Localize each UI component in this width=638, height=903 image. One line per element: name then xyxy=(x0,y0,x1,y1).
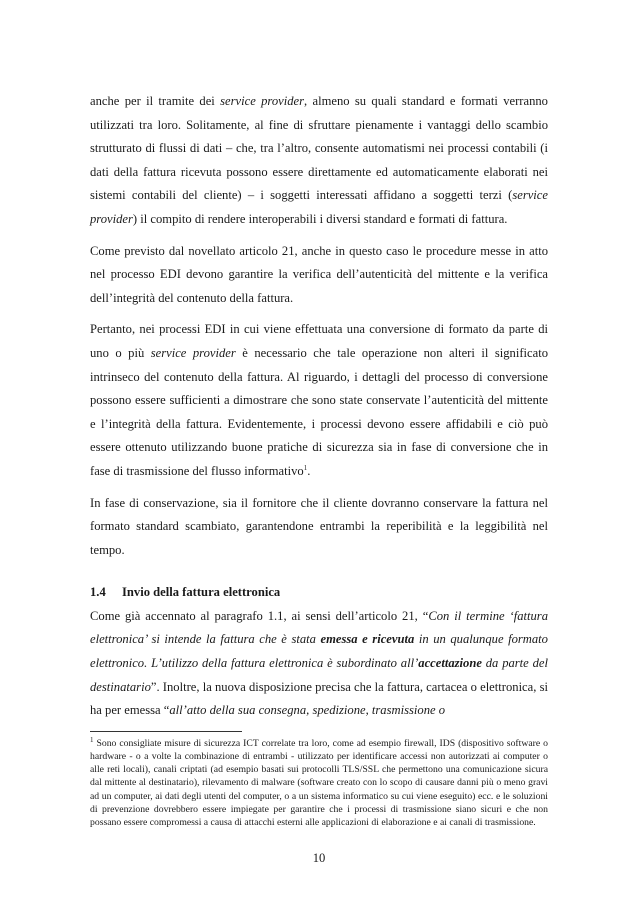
paragraph-3 xyxy=(90,318,548,483)
footnote-reference[interactable]: 1 xyxy=(303,463,308,472)
footnote xyxy=(90,737,548,829)
paragraph-4: In fase di conservazione, sia il fornitore che il cliente dovranno conservare la fattura nel formato standard scambiato, garantendone entrambi la reperibilità e la leggibilità nel tempo. xyxy=(90,495,548,557)
section-number: 1.4 xyxy=(90,585,106,600)
italic-quote: in un qualunque formato elettronico. L’utilizzo della fattura elettronica è subordinato all’ xyxy=(90,632,548,671)
paragraph-2: Come previsto dal novellato articolo 21, anche in questo caso le procedure messe in atto nel processo EDI devono garantire la verifica dell’autenticità del mittente e la verifica dell’integrità del contenuto della fattura. xyxy=(90,243,548,305)
section-heading xyxy=(90,581,548,605)
text-span: ”. Inoltre, la nuova disposizione precisa che la fattura, cartacea o elettronica, si ha per emessa “ xyxy=(90,679,548,718)
bold-italic-term: accettazione xyxy=(418,656,482,671)
footnote-mark: 1 xyxy=(90,735,94,744)
italic-quote: da parte del destinatario xyxy=(90,656,548,694)
footnote-text: Sono consigliate misure di sicurezza ICT correlate tra loro, come ad esempio firewall, IDS (dispositivo software o hardware - o a volte la combinazione di entrambi - utilizzato per identificare accessi non autorizzati ai computer o alle reti locali), canali criptati (ad esempio basati sui protocolli TLS/SSL che permettono una comunicazione sicura dal mittente al destinatario), rilevamento di malware (software creato con lo scopo di causare danni più o meno gravi ad un computer, ai dati degli utenti del computer, o a un sistema informatico su cui viene eseguito) ecc. e le soluzioni di prevenzione dovrebbero essere impiegate per garantire che i processi di trasmissione siano sicuri e che non possano essere compromessi a causa di attacchi esterni alle applicazioni di elaborazione e ai canali di trasmissione. xyxy=(90,737,548,829)
paragraph-5 xyxy=(90,605,548,723)
section-title: Invio della fattura elettronica xyxy=(122,585,281,600)
text-span: è necessario che tale operazione non alteri il significato intrinseco del contenuto della fattura. Al riguardo, i dettagli del processo di conversione possono essere sufficienti a dimostrare che sono state conservate l’autenticità del mittente e l’integrità della fattura. Evidentemente, i processi devono essere affidabili e ciò può essere ottenuto utilizzando buone pratiche di sicurezza sia in fase di conversione che in fase di trasmissione del flusso informativo xyxy=(90,345,548,478)
text-span: . xyxy=(307,463,311,478)
page-body xyxy=(90,90,548,829)
bold-italic-term: emessa e ricevuta xyxy=(320,632,415,647)
text-span: Pertanto, nei processi EDI in cui viene effettuata una conversione di formato da parte di uno o più xyxy=(90,322,548,360)
italic-term: service provider xyxy=(90,188,548,226)
italic-term: service provider xyxy=(220,94,305,108)
text-span: ) il compito di rendere interoperabili i diversi standard e formati di fattura. xyxy=(132,211,508,226)
italic-quote: all’atto della sua consegna, spedizione, trasmissione o xyxy=(169,703,446,718)
text-span: , almeno su quali standard e formati verranno utilizzati tra loro. Solitamente, al fine di sfruttare pienamente i vantaggi dello scambio strutturato di flussi di dati – che, tra l’altro, consente automatismi nei processi contabili (i dati della fattura ricevuta possono essere direttamente ed automaticamente elaborati nei sistemi contabili del cliente) – i soggetti interessati affidano a soggetti terzi ( xyxy=(90,94,548,203)
footnote-divider xyxy=(90,731,242,732)
text-span: Come già accennato al paragrafo 1.1, ai sensi dell’articolo 21, “ xyxy=(90,608,429,623)
italic-quote: Con il termine ‘fattura elettronica’ si intende la fattura che è stata xyxy=(90,608,548,647)
italic-term: service provider xyxy=(150,345,236,360)
page-number: 10 xyxy=(312,851,326,865)
paragraph-1 xyxy=(90,90,548,232)
text-span: anche per il tramite dei xyxy=(90,94,221,108)
